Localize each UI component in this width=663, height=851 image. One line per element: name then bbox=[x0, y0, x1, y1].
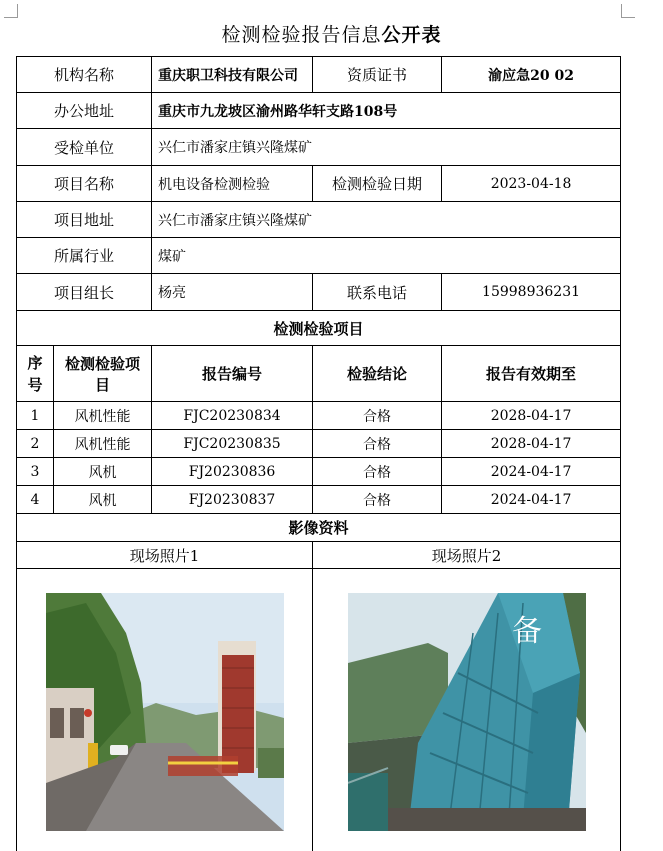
photo1-label: 现场照片1 bbox=[17, 542, 313, 569]
row-project bbox=[17, 166, 621, 202]
row-address bbox=[17, 93, 621, 129]
row-seq: 3 bbox=[17, 458, 54, 486]
seq-header-line1: 序 bbox=[27, 353, 43, 372]
row-conclusion: 合格 bbox=[313, 402, 442, 430]
row-valid-until: 2024-04-17 bbox=[442, 458, 621, 486]
row-report-no: FJC20230835 bbox=[152, 430, 313, 458]
report-document bbox=[16, 56, 620, 851]
row-seq: 4 bbox=[17, 486, 54, 514]
row-valid-until: 2028-04-17 bbox=[442, 430, 621, 458]
table-row bbox=[17, 430, 621, 458]
photo2-label: 现场照片2 bbox=[313, 542, 621, 569]
addr-value: 重庆市九龙坡区渝州路华轩支路108号 bbox=[152, 93, 621, 129]
client-label: 受检单位 bbox=[17, 129, 152, 166]
row-report-no: FJC20230834 bbox=[152, 402, 313, 430]
org-label: 机构名称 bbox=[17, 57, 152, 93]
crop-mark-top-right bbox=[621, 4, 635, 18]
seq-header bbox=[17, 346, 54, 402]
addr-label: 办公地址 bbox=[17, 93, 152, 129]
title-main: 检测检验报告信息 bbox=[221, 24, 382, 46]
table-row bbox=[17, 402, 621, 430]
row-valid-until: 2028-04-17 bbox=[442, 402, 621, 430]
project-label: 项目名称 bbox=[17, 166, 152, 202]
row-project-address bbox=[17, 202, 621, 238]
table-row bbox=[17, 458, 621, 486]
conclusion-header: 检验结论 bbox=[313, 346, 442, 402]
industry-label: 所属行业 bbox=[17, 238, 152, 274]
row-leader bbox=[17, 274, 621, 311]
report-no-header: 报告编号 bbox=[152, 346, 313, 402]
row-industry bbox=[17, 238, 621, 274]
row-item: 风机 bbox=[54, 458, 152, 486]
row-item: 风机 bbox=[54, 486, 152, 514]
items-header-row bbox=[17, 346, 621, 402]
images-section-title: 影像资料 bbox=[17, 514, 621, 542]
valid-until-header: 报告有效期至 bbox=[442, 346, 621, 402]
row-report-no: FJ20230836 bbox=[152, 458, 313, 486]
phone-label: 联系电话 bbox=[313, 274, 442, 311]
leader-value: 杨亮 bbox=[152, 274, 313, 311]
industry-value: 煤矿 bbox=[152, 238, 621, 274]
client-value: 兴仁市潘家庄镇兴隆煤矿 bbox=[152, 129, 621, 166]
phone-value: 15998936231 bbox=[442, 274, 621, 311]
row-conclusion: 合格 bbox=[313, 430, 442, 458]
proj-addr-label: 项目地址 bbox=[17, 202, 152, 238]
cert-label: 资质证书 bbox=[313, 57, 442, 93]
photos-row bbox=[17, 569, 621, 851]
row-conclusion: 合格 bbox=[313, 486, 442, 514]
date-value: 2023-04-18 bbox=[442, 166, 621, 202]
project-value: 机电设备检测检验 bbox=[152, 166, 313, 202]
leader-label: 项目组长 bbox=[17, 274, 152, 311]
report-table bbox=[16, 56, 621, 851]
item-header: 检测检验项目 bbox=[54, 346, 152, 402]
crop-mark-top-left bbox=[4, 4, 18, 18]
row-item: 风机性能 bbox=[54, 402, 152, 430]
row-valid-until: 2024-04-17 bbox=[442, 486, 621, 514]
photo1-cell bbox=[17, 569, 313, 851]
photo2-sign-text: 备 bbox=[511, 613, 542, 649]
site-photo-1 bbox=[46, 593, 284, 831]
org-value: 重庆职卫科技有限公司 bbox=[152, 57, 313, 93]
row-seq: 2 bbox=[17, 430, 54, 458]
site-photo-2 bbox=[348, 593, 586, 831]
cert-value: 渝应急20 02 bbox=[442, 57, 621, 93]
photo-labels-row bbox=[17, 542, 621, 569]
items-section-header bbox=[17, 311, 621, 346]
photo2-cell bbox=[313, 569, 621, 851]
row-client bbox=[17, 129, 621, 166]
row-item: 风机性能 bbox=[54, 430, 152, 458]
date-label: 检测检验日期 bbox=[313, 166, 442, 202]
row-conclusion: 合格 bbox=[313, 458, 442, 486]
proj-addr-value: 兴仁市潘家庄镇兴隆煤矿 bbox=[152, 202, 621, 238]
images-section-header bbox=[17, 514, 621, 542]
page-title bbox=[0, 20, 663, 47]
title-suffix: 公开表 bbox=[381, 24, 442, 46]
row-report-no: FJ20230837 bbox=[152, 486, 313, 514]
seq-header-line2: 号 bbox=[27, 375, 43, 394]
row-org bbox=[17, 57, 621, 93]
items-section-title: 检测检验项目 bbox=[17, 311, 621, 346]
table-row bbox=[17, 486, 621, 514]
row-seq: 1 bbox=[17, 402, 54, 430]
